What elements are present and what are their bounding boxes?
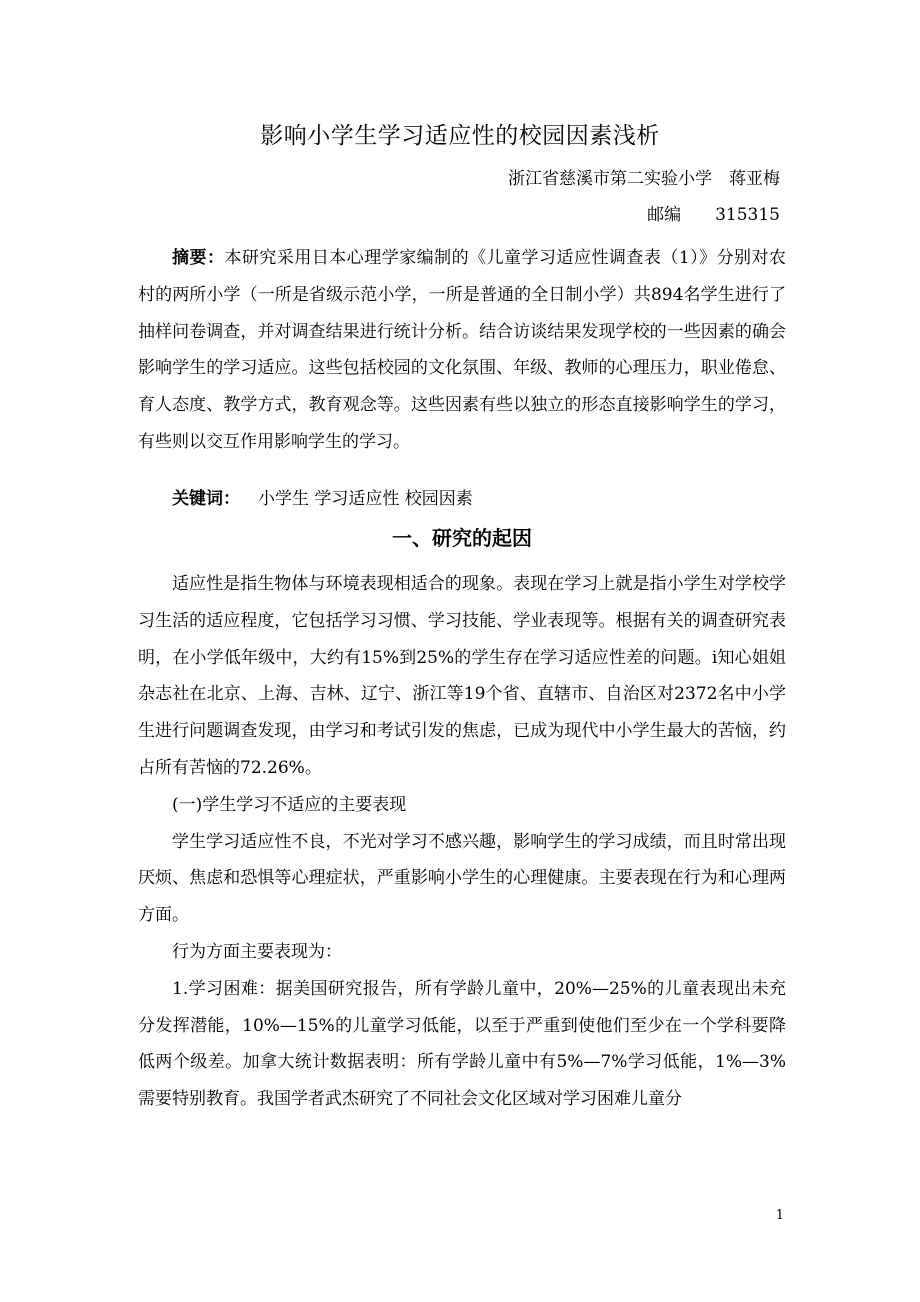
author-line: 浙江省慈溪市第二实验小学 蒋亚梅 <box>508 169 780 189</box>
paragraph-maladaptation: 学生学习适应性不良，不光对学习不感兴趣，影响学生的学习成绩，而且时常出现厌烦、焦虑和恐惧等心理症状，严重影响小学生的心理健康。主要表现在行为和心理两方面。 <box>138 831 786 926</box>
document-title: 影响小学生学习适应性的校园因素浅析 <box>260 123 660 149</box>
keywords-block <box>138 481 786 518</box>
keywords-paragraph <box>138 481 786 518</box>
keywords-label: 关键词： <box>172 489 240 509</box>
paragraph-behavior-intro: 行为方面主要表现为： <box>172 941 342 962</box>
subheading-main-manifestations: (一)学生学习不适应的主要表现 <box>172 794 407 815</box>
keywords-text: 小学生 学习适应性 校园因素 <box>258 489 473 509</box>
abstract-paragraph <box>138 240 786 461</box>
abstract-block <box>138 240 786 461</box>
abstract-text: 本研究采用日本心理学家编制的《儿童学习适应性调查表（1）》分别对农村的两所小学（一所是省级示范小学，一所是普通的全日制小学）共894名学生进行了抽样问卷调查，并对调查结果进行统计分析。结合访谈结果发现学校的一些因素的确会影响学生的学习适应。这些包括校园的文化氛围、年级、教师的心理压力，职业倦怠、育人态度、教学方式，教育观念等。这些因素有些以独立的形态直接影响学生的学习，有些则以交互作用影响学生的学习。 <box>138 248 786 452</box>
section-heading: 一、研究的起因 <box>392 526 532 550</box>
paragraph-definition: 适应性是指生物体与环境表现相适合的现象。表现在学习上就是指小学生对学校学习生活的适应程度，它包括学习习惯、学习技能、学业表现等。根据有关的调查研究表明，在小学低年级中，大约有15%到25%的学生存在学习适应性差的问题。i知心姐姐杂志社在北京、上海、吉林、辽宁、浙江等19个省、直辖市、自治区对2372名中小学生进行问题调查发现，由学习和考试引发的焦虑，已成为现代中小学生最大的苦恼，约占所有苦恼的72.26%。 <box>138 574 786 778</box>
postcode-value: 315315 <box>715 205 780 225</box>
page-number: 1 <box>775 1208 784 1223</box>
abstract-label: 摘要： <box>172 248 225 268</box>
paragraph-learning-difficulty: 1.学习困难：据美国研究报告，所有学龄儿童中，20%—25%的儿童表现出未充分发挥潜能，10%—15%的儿童学习低能，以至于严重到使他们至少在一个学科要降低两个级差。加拿大统计数据表明：所有学龄儿童中有5%—7%学习低能，1%—3%需要特别教育。我国学者武杰研究了不同社会文化区域对学习困难儿童分 <box>138 978 786 1110</box>
section-body <box>138 566 786 1118</box>
postcode-label: 邮编 <box>647 205 682 225</box>
postcode-line <box>647 200 780 230</box>
